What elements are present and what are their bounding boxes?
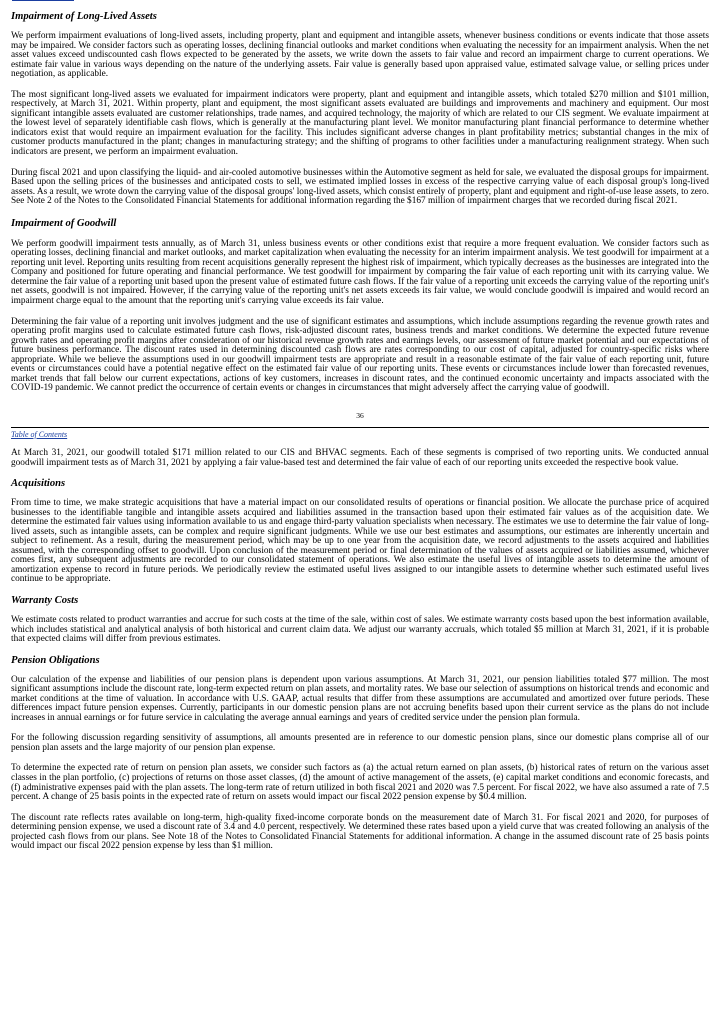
page-divider xyxy=(11,427,709,428)
paragraph: From time to time, we make strategic acquisitions that have a material impact on our consolidated results of operations or financial position. We allocate the purchase price of acquired businesses to the identifiable tangible and intangible assets acquired and liabilities assumed in the transaction based upon their estimated fair values as of the acquisition date. We determine the estimated fair values using information available to us and engage third-party valuation specialists when necessary. The estimates we use to determine the fair value of long-lived assets, such as intangible assets, can be complex and require significant judgments. While we use our best estimates and assumptions, our estimates are inherently uncertain and subject to refinement. As a result, during the measurement period, which may be up to one year from the acquisition date, we record adjustments to the assets acquired and liabilities assumed, with the corresponding offset to goodwill. Upon conclusion of the measurement period or final determination of the values of assets acquired or liabilities assumed, whichever comes first, any subsequent adjustments are recorded to our consolidated statement of operations. We also estimate the useful lives of intangible assets to determine the amount of amortization expense to record in future periods. We periodically review the estimated useful lives assigned to our intangible assets to determine whether such estimated useful lives continue to be appropriate. xyxy=(11,498,709,585)
paragraph: For the following discussion regarding sensitivity of assumptions, all amounts presented are in reference to our domestic pension plans, since our domestic plans comprise all of our pension plan assets and the large majority of our pension plan expense. xyxy=(11,733,709,753)
section-heading-impairment-goodwill: Impairment of Goodwill xyxy=(11,217,117,229)
paragraph: At March 31, 2021, our goodwill totaled $171 million related to our CIS and BHVAC segments. Each of these segments is comprised of two reporting units. We conducted annual goodwill impairment tests as of March 31, 2021 by applying a fair value-based test and determined the fair value of each of our reporting units exceeded the respective book value. xyxy=(11,447,709,468)
page-number: 36 xyxy=(356,410,364,420)
section-heading-warranty-costs: Warranty Costs xyxy=(11,594,79,606)
paragraph: We estimate costs related to product warranties and accrue for such costs at the time of the sale, within cost of sales. We estimate warranty costs based upon the best information available, which includes statistical and analytical analysis of both historical and current claim data. We adjust our warranty accruals, which totaled $5 million at March 31, 2021, if it is probable that expected claims will differ from previous estimates. xyxy=(11,614,709,645)
paragraph: The most significant long-lived assets we evaluated for impairment indicators were property, plant and equipment and intangible assets, which totaled $270 million and $101 million, respectively, at March 31, 2021. Within property, plant and equipment, the most significant assets evaluated are buildings and improvements and machinery and equipment. Our most significant intangible assets evaluated are customer relationships, trade names, and acquired technology, the majority of which are related to our CIS segment. We evaluate impairment at the lowest level of separately identifiable cash flows, which is generally at the manufacturing plant level. We monitor manufacturing plant financial performance to determine whether indicators exist that would require an impairment evaluation for the facility. This includes significant adverse changes in plant profitability metrics; substantial changes in the mix of customer products manufactured in the plant; changes in manufacturing strategy; and the shifting of programs to other facilities under a manufacturing realignment strategy. When such indicators are present, we perform an impairment evaluation. xyxy=(11,89,709,158)
previous-page-link-fragment[interactable] xyxy=(12,0,74,2)
paragraph: Determining the fair value of a reporting unit involves judgment and the use of significant estimates and assumptions, which include assumptions regarding the revenue growth rates and operating profit margins used to calculate estimated future cash flows, risk-adjusted discount rates, business trends and market conditions. We determine the expected future revenue growth rates and operating profit margins after consideration of our historical revenue growth rates and earnings levels, our assessment of future market potential and our expectations of future business performance. The discount rates used in determining discounted cash flows are rates corresponding to our cost of capital, adjusted for country-specific risks where appropriate. While we believe the assumptions used in our goodwill impairment tests are appropriate and result in a reasonable estimate of the fair value of each reporting unit, future events or circumstances could have a potential negative effect on the estimated fair value of our reporting units. These events or circumstances include lower than forecasted revenues, market trends that fall below our current expectations, actions of key customers, increases in discount rates, and the continued economic uncertainty and impacts associated with the COVID-19 pandemic. We cannot predict the occurrence of certain events or changes in circumstances that might adversely affect the carrying value of goodwill. xyxy=(11,316,709,394)
paragraph: Our calculation of the expense and liabilities of our pension plans is dependent upon various assumptions. At March 31, 2021, our pension liabilities totaled $77 million. The most significant assumptions include the discount rate, long-term expected return on plan assets, and mortality rates. We base our selection of assumptions on historical trends and economic and market conditions at the time of valuation. In accordance with U.S. GAAP, actual results that differ from these assumptions are accumulated and amortized over future periods. These differences impact future pension expenses. Currently, participants in our domestic pension plans are not accruing benefits based upon their current service as the plans do not include increases in annual earnings or for future service in calculating the average annual earnings and years of credited service under the pension plan formula. xyxy=(11,674,709,723)
document-page xyxy=(11,0,709,852)
paragraph: The discount rate reflects rates available on long-term, high-quality fixed-income corporate bonds on the measurement date of March 31. For fiscal 2021 and 2020, for purposes of determining pension expense, we used a discount rate of 3.4 and 4.0 percent, respectively. We determined these rates based upon a yield curve that was created following an analysis of the projected cash flows from our plans. See Note 18 of the Notes to Consolidated Financial Statements for additional information. A change in the assumed discount rate of 25 basis points would impact our fiscal 2022 pension expense by less than $1 million. xyxy=(11,812,709,852)
section-heading-acquisitions: Acquisitions xyxy=(11,478,66,490)
section-heading-pension-obligations: Pension Obligations xyxy=(11,654,100,666)
section-heading-impairment-long-lived: Impairment of Long-Lived Assets xyxy=(11,11,157,22)
paragraph: We perform impairment evaluations of long-lived assets, including property, plant and equipment and intangible assets, whenever business conditions or events indicate that those assets may be impaired. We consider factors such as operating losses, declining financial outlooks and market conditions when evaluating the necessity for an impairment analysis. When the net asset values exceed undiscounted cash flows expected to be generated by the assets, we write down the assets to fair value and record an impairment charge to current operations. We estimate fair value in various ways depending on the nature of the underlying assets. Fair value is generally based upon appraised value, estimated salvage value, or selling prices under negotiation, as applicable. xyxy=(11,31,709,80)
paragraph: We perform goodwill impairment tests annually, as of March 31, unless business events or other conditions exist that require a more frequent evaluation. We consider factors such as operating losses, declining financial and market outlooks, and market capitalization when evaluating the necessity for an interim impairment analysis. We test goodwill for impairment at a reporting unit level. Reporting units resulting from recent acquisitions generally represent the highest risk of impairment, which typically decreases as the businesses are integrated into the Company and positioned for future operating and financial performance. We test goodwill for impairment by comparing the fair value of each reporting unit with its carrying value. We determine the fair value of a reporting unit based upon the present value of estimated future cash flows. If the fair value of a reporting unit exceeds the carrying value of the reporting unit's net assets, goodwill is not impaired. However, if the carrying value of the reporting unit's net assets exceeds its fair value, we would conclude goodwill is impaired and would record an impairment charge equal to the amount that the reporting unit's carrying value exceeds its fair value. xyxy=(11,238,709,307)
paragraph: During fiscal 2021 and upon classifying the liquid- and air-cooled automotive businesses within the Automotive segment as held for sale, we evaluated the disposal groups for impairment. Based upon the selling prices of the businesses and anticipated costs to sell, we estimated implied losses in excess of the respective carrying value of each disposal group's long-lived assets. As a result, we wrote down the carrying value of the disposal groups' long-lived assets, which consist entirely of property, plant and equipment and right-of-use lease assets, to zero. See Note 2 of the Notes to the Consolidated Financial Statements for additional information regarding the $167 million of impairment charges that we recorded during fiscal 2021. xyxy=(11,167,709,207)
table-of-contents-link[interactable]: Table of Contents xyxy=(11,429,68,439)
paragraph: To determine the expected rate of return on pension plan assets, we consider such factors as (a) the actual return earned on plan assets, (b) historical rates of return on the various asset classes in the plan portfolio, (c) projections of returns on those asset classes, (d) the amount of active management of the assets, (e) capital market conditions and economic forecasts, and (f) administrative expenses paid with the plan assets. The long-term rate of return utilized in both fiscal 2021 and 2020 was 7.5 percent. For fiscal 2022, we have also assumed a rate of 7.5 percent. A change of 25 basis points in the expected rate of return on assets would impact our fiscal 2022 pension expense by $0.4 million. xyxy=(11,763,709,803)
